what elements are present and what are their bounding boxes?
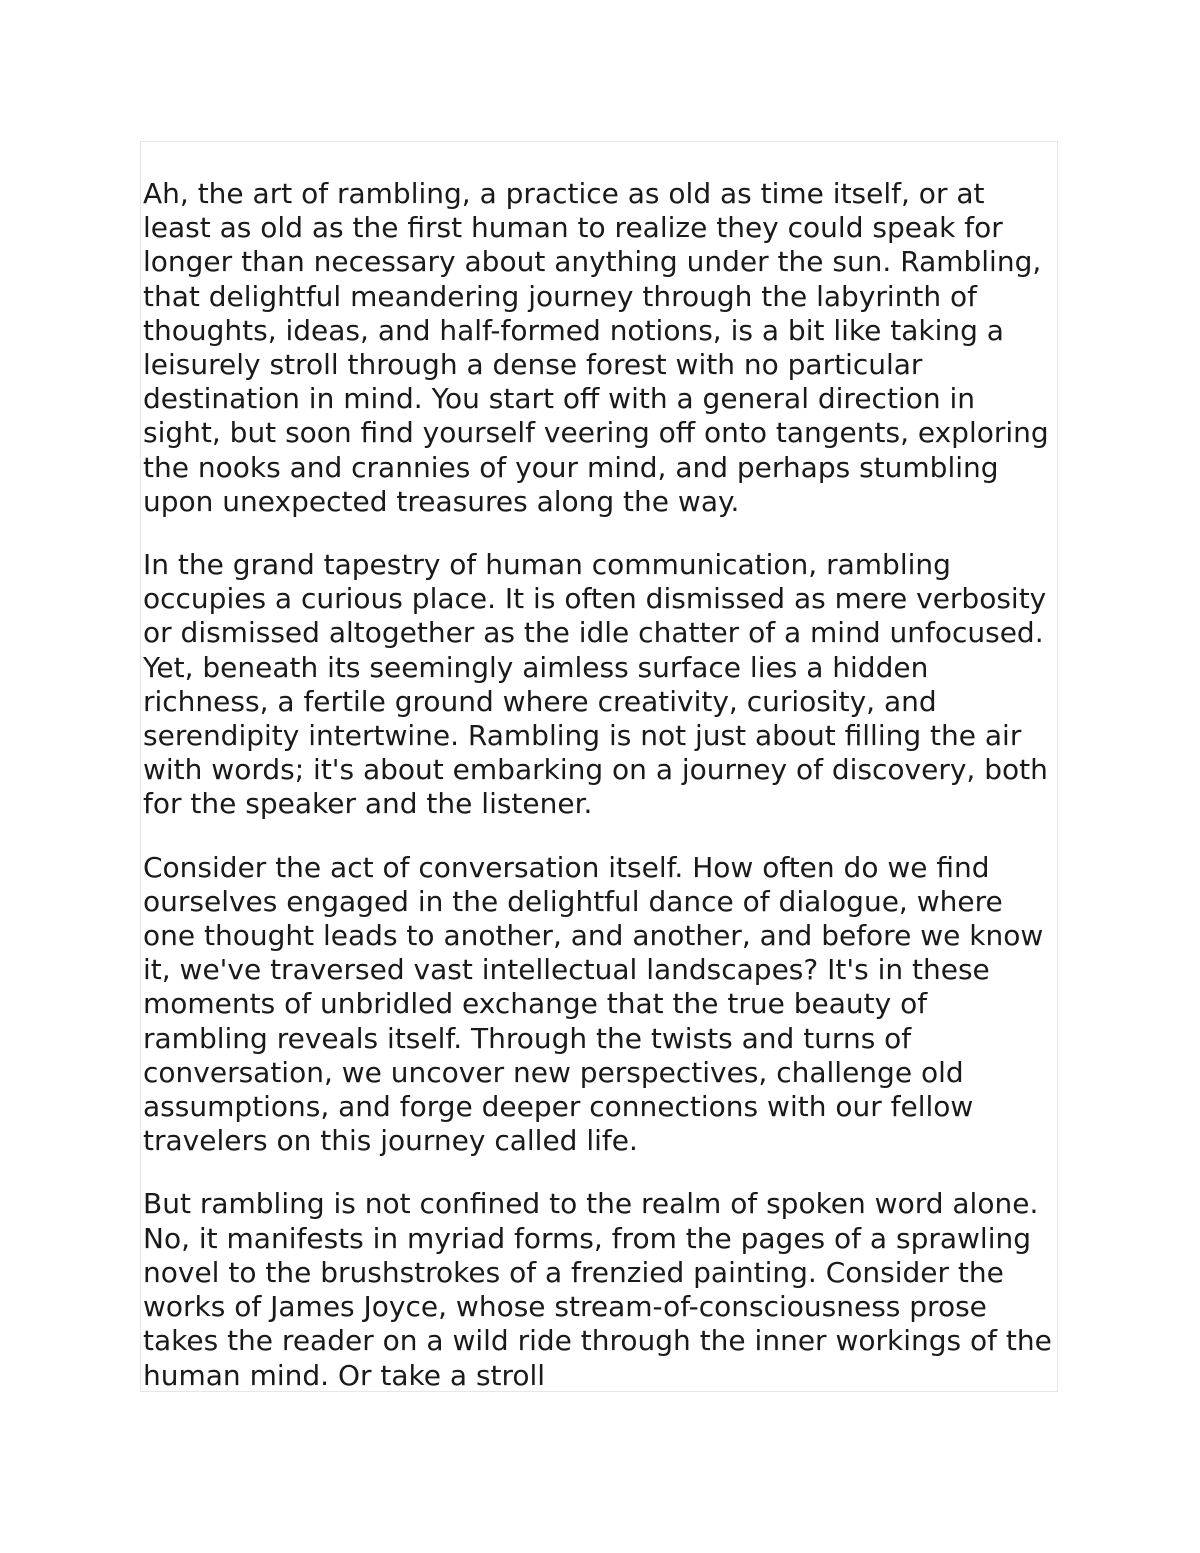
document-text-frame xyxy=(140,141,1058,1392)
paragraph-2: In the grand tapestry of human communication, rambling occupies a curious place. It is often dismissed as mere verbosity or dismissed altogether as the idle chatter of a mind unfocused. Yet, beneath its seemingly aimless surface lies a hidden richness, a fertile ground where creativity, curiosity, and serendipity intertwine. Rambling is not just about filling the air with words; it's about embarking on a journey of discovery, both for the speaker and the listener. xyxy=(143,548,1048,821)
paragraph-1: Ah, the art of rambling, a practice as old as time itself, or at least as old as the first human to realize they could speak for longer than necessary about anything under the sun. Rambling, that delightful meandering journey through the labyrinth of thoughts, ideas, and half-formed notions, is a bit like taking a leisurely stroll through a dense forest with no particular destination in mind. You start off with a general direction in sight, but soon find yourself veering off onto tangents, exploring the nooks and crannies of your mind, and perhaps stumbling upon unexpected treasures along the way. xyxy=(143,177,1049,518)
paragraph-3: Consider the act of conversation itself. How often do we find ourselves engaged in the delightful dance of dialogue, where one thought leads to another, and another, and before we know it, we've traversed vast intellectual landscapes? It's in these moments of unbridled exchange that the true beauty of rambling reveals itself. Through the twists and turns of conversation, we uncover new perspectives, challenge old assumptions, and forge deeper connections with our fellow travelers on this journey called life. xyxy=(143,850,1044,1158)
paragraph-4: But rambling is not confined to the realm of spoken word alone. No, it manifests in myriad forms, from the pages of a sprawling novel to the brushstrokes of a frenzied painting. Consider the works of James Joyce, whose stream-of-consciousness prose takes the reader on a wild ride through the inner workings of the human mind. Or take a stroll xyxy=(143,1187,1052,1392)
